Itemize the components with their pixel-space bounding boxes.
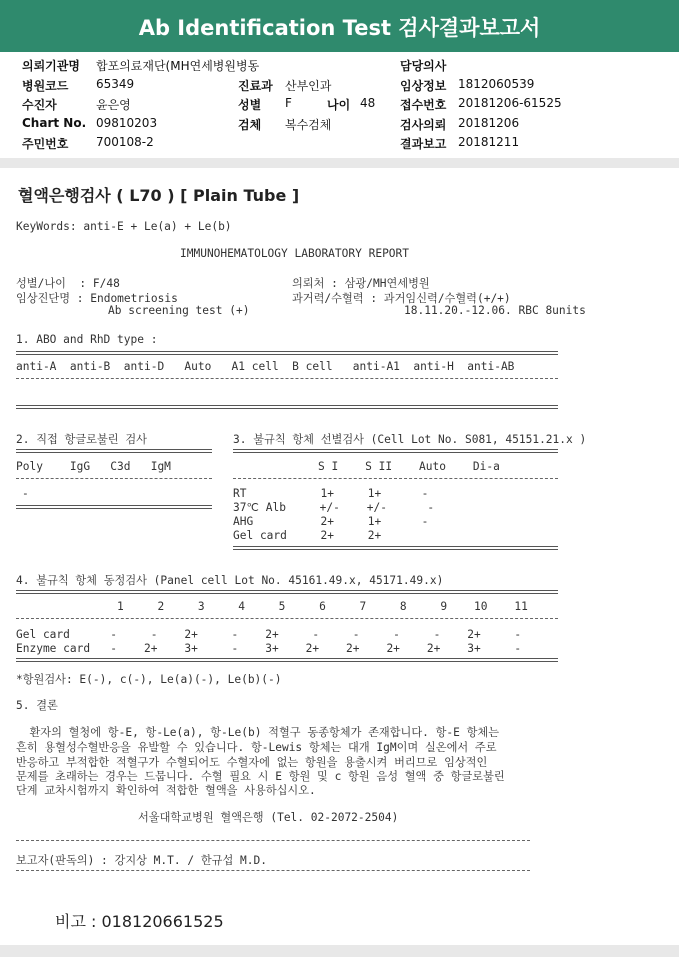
panel-title: 4. 불규칙 항체 동정검사 (Panel cell Lot No. 45161.49.x, 45171.49.x) (16, 574, 444, 587)
age-value: 48 (360, 96, 376, 110)
rule (233, 449, 558, 453)
screen-row: 37℃ Alb +/- +/- - (233, 501, 435, 514)
rule (16, 378, 558, 379)
conclusion-line: 반응하고 부적합한 적혈구가 수혈되어도 수혈자에 없는 항원을 용출시켜 버리므로 임상적인 (16, 756, 488, 769)
accession-value: 20181206-61525 (458, 96, 562, 110)
conclusion-line: 문제를 초래하는 경우는 드뭅니다. 수혈 필요 시 E 항원 및 c 항원 음성 혈액 중 항글로불린 (16, 770, 505, 783)
screen-title: 3. 불규칙 항체 선별검사 (Cell Lot No. S081, 45151.21.x ) (233, 433, 587, 446)
accession-label: 접수번호 (400, 98, 447, 112)
lab-report-title: IMMUNOHEMATOLOGY LABORATORY REPORT (180, 247, 410, 260)
rule (16, 618, 558, 619)
report-date-label: 결과보고 (400, 137, 447, 151)
rule (16, 351, 558, 355)
doctor-label: 담당의사 (400, 59, 447, 73)
hospital-contact: 서울대학교병원 혈액은행 (Tel. 02-2072-2504) (138, 811, 399, 824)
hospital-code-value: 65349 (96, 77, 135, 91)
screen-header: S I S II Auto Di-a (318, 460, 500, 473)
rule (16, 590, 558, 594)
panel-row: Gel card - - 2+ - 2+ - - - - 2+ - (16, 628, 522, 641)
dat-title: 2. 직접 항글로불린 검사 (16, 433, 147, 446)
id-number-label: 주민번호 (22, 137, 69, 151)
institution-label: 의뢰기관명 (22, 59, 80, 73)
diagnosis-line: 임상진단명 : Endometriosis (16, 292, 178, 305)
sex-value: F (285, 96, 292, 110)
clinical-info-label: 임상정보 (400, 79, 447, 93)
keywords: KeyWords: anti-E + Le(a) + Le(b) (16, 220, 232, 233)
rule (16, 840, 530, 841)
abo-title: 1. ABO and RhD type : (16, 333, 158, 346)
rule (233, 478, 558, 479)
reporter: 보고자(판독의) : 강지상 M.T. / 한규섭 M.D. (16, 854, 267, 867)
antigen-test: *항원검사: E(-), c(-), Le(a)(-), Le(b)(-) (16, 673, 282, 686)
chart-no-label: Chart No. (22, 116, 87, 130)
section-title: 혈액은행검사 ( L70 ) [ Plain Tube ] (18, 186, 300, 205)
hospital-code-label: 병원코드 (22, 79, 69, 93)
dept-label: 진료과 (238, 79, 273, 93)
rule (16, 449, 212, 453)
rule (16, 478, 212, 479)
institution-value: 합포의료재단(MH연세병원병동 (96, 59, 260, 73)
sex-label: 성별 (238, 98, 262, 112)
ab-screening-line: Ab screening test (+) (108, 304, 250, 317)
age-label: 나이 (327, 98, 351, 112)
transfusion-line: 18.11.20.-12.06. RBC 8units (404, 304, 586, 317)
dat-value: - (22, 487, 29, 500)
panel-header: 1 2 3 4 5 6 7 8 9 10 11 (16, 600, 528, 613)
screen-row: AHG 2+ 1+ - (233, 515, 429, 528)
id-number-value: 700108-2 (96, 135, 154, 149)
specimen-value: 복수검체 (285, 118, 332, 132)
footer-note: 비고 : 018120661525 (55, 912, 224, 931)
screen-row: Gel card 2+ 2+ (233, 529, 382, 542)
examinee-label: 수진자 (22, 98, 57, 112)
section-divider (0, 158, 679, 168)
rule (233, 546, 558, 550)
dept-value: 산부인과 (285, 79, 332, 93)
conclusion-line: 단계 교차시험까지 확인하여 적합한 혈액을 사용하십시오. (16, 784, 316, 797)
rule (16, 405, 558, 409)
bottom-band (0, 945, 679, 957)
request-date-label: 검사의뢰 (400, 118, 447, 132)
dat-header: Poly IgG C3d IgM (16, 460, 171, 473)
history-line: 과거력/수혈력 : 과거임신력/수혈력(+/+) (292, 292, 511, 305)
specimen-label: 검체 (238, 118, 262, 132)
report-title: Ab Identification Test 검사결과보고서 (138, 16, 541, 40)
conclusion-line: 흔히 용혈성수혈반응을 유발할 수 있습니다. 항-Lewis 항체는 대개 IgM이며 실온에서 주로 (16, 741, 497, 754)
request-date-value: 20181206 (458, 116, 520, 130)
screen-row: RT 1+ 1+ - (233, 487, 429, 500)
report-date-value: 20181211 (458, 135, 520, 149)
sex-age-line: 성별/나이 : F/48 (16, 277, 120, 290)
conclusion-line: 환자의 혈청에 항-E, 항-Le(a), 항-Le(b) 적혈구 동종항체가 존재합니다. 항-E 항체는 (16, 726, 500, 739)
rule (16, 870, 530, 871)
requester-line: 의뢰처 : 삼광/MH연세병원 (292, 277, 430, 290)
clinical-info-value: 1812060539 (458, 77, 535, 91)
chart-no-value: 09810203 (96, 116, 158, 130)
examinee-value: 윤은영 (96, 98, 131, 112)
rule (16, 505, 212, 509)
abo-header: anti-A anti-B anti-D Auto A1 cell B cell anti-A1 anti-H anti-AB (16, 360, 515, 373)
conclusion-title: 5. 결론 (16, 699, 58, 712)
rule (16, 658, 558, 662)
panel-row: Enzyme card - 2+ 3+ - 3+ 2+ 2+ 2+ 2+ 3+ - (16, 642, 522, 655)
